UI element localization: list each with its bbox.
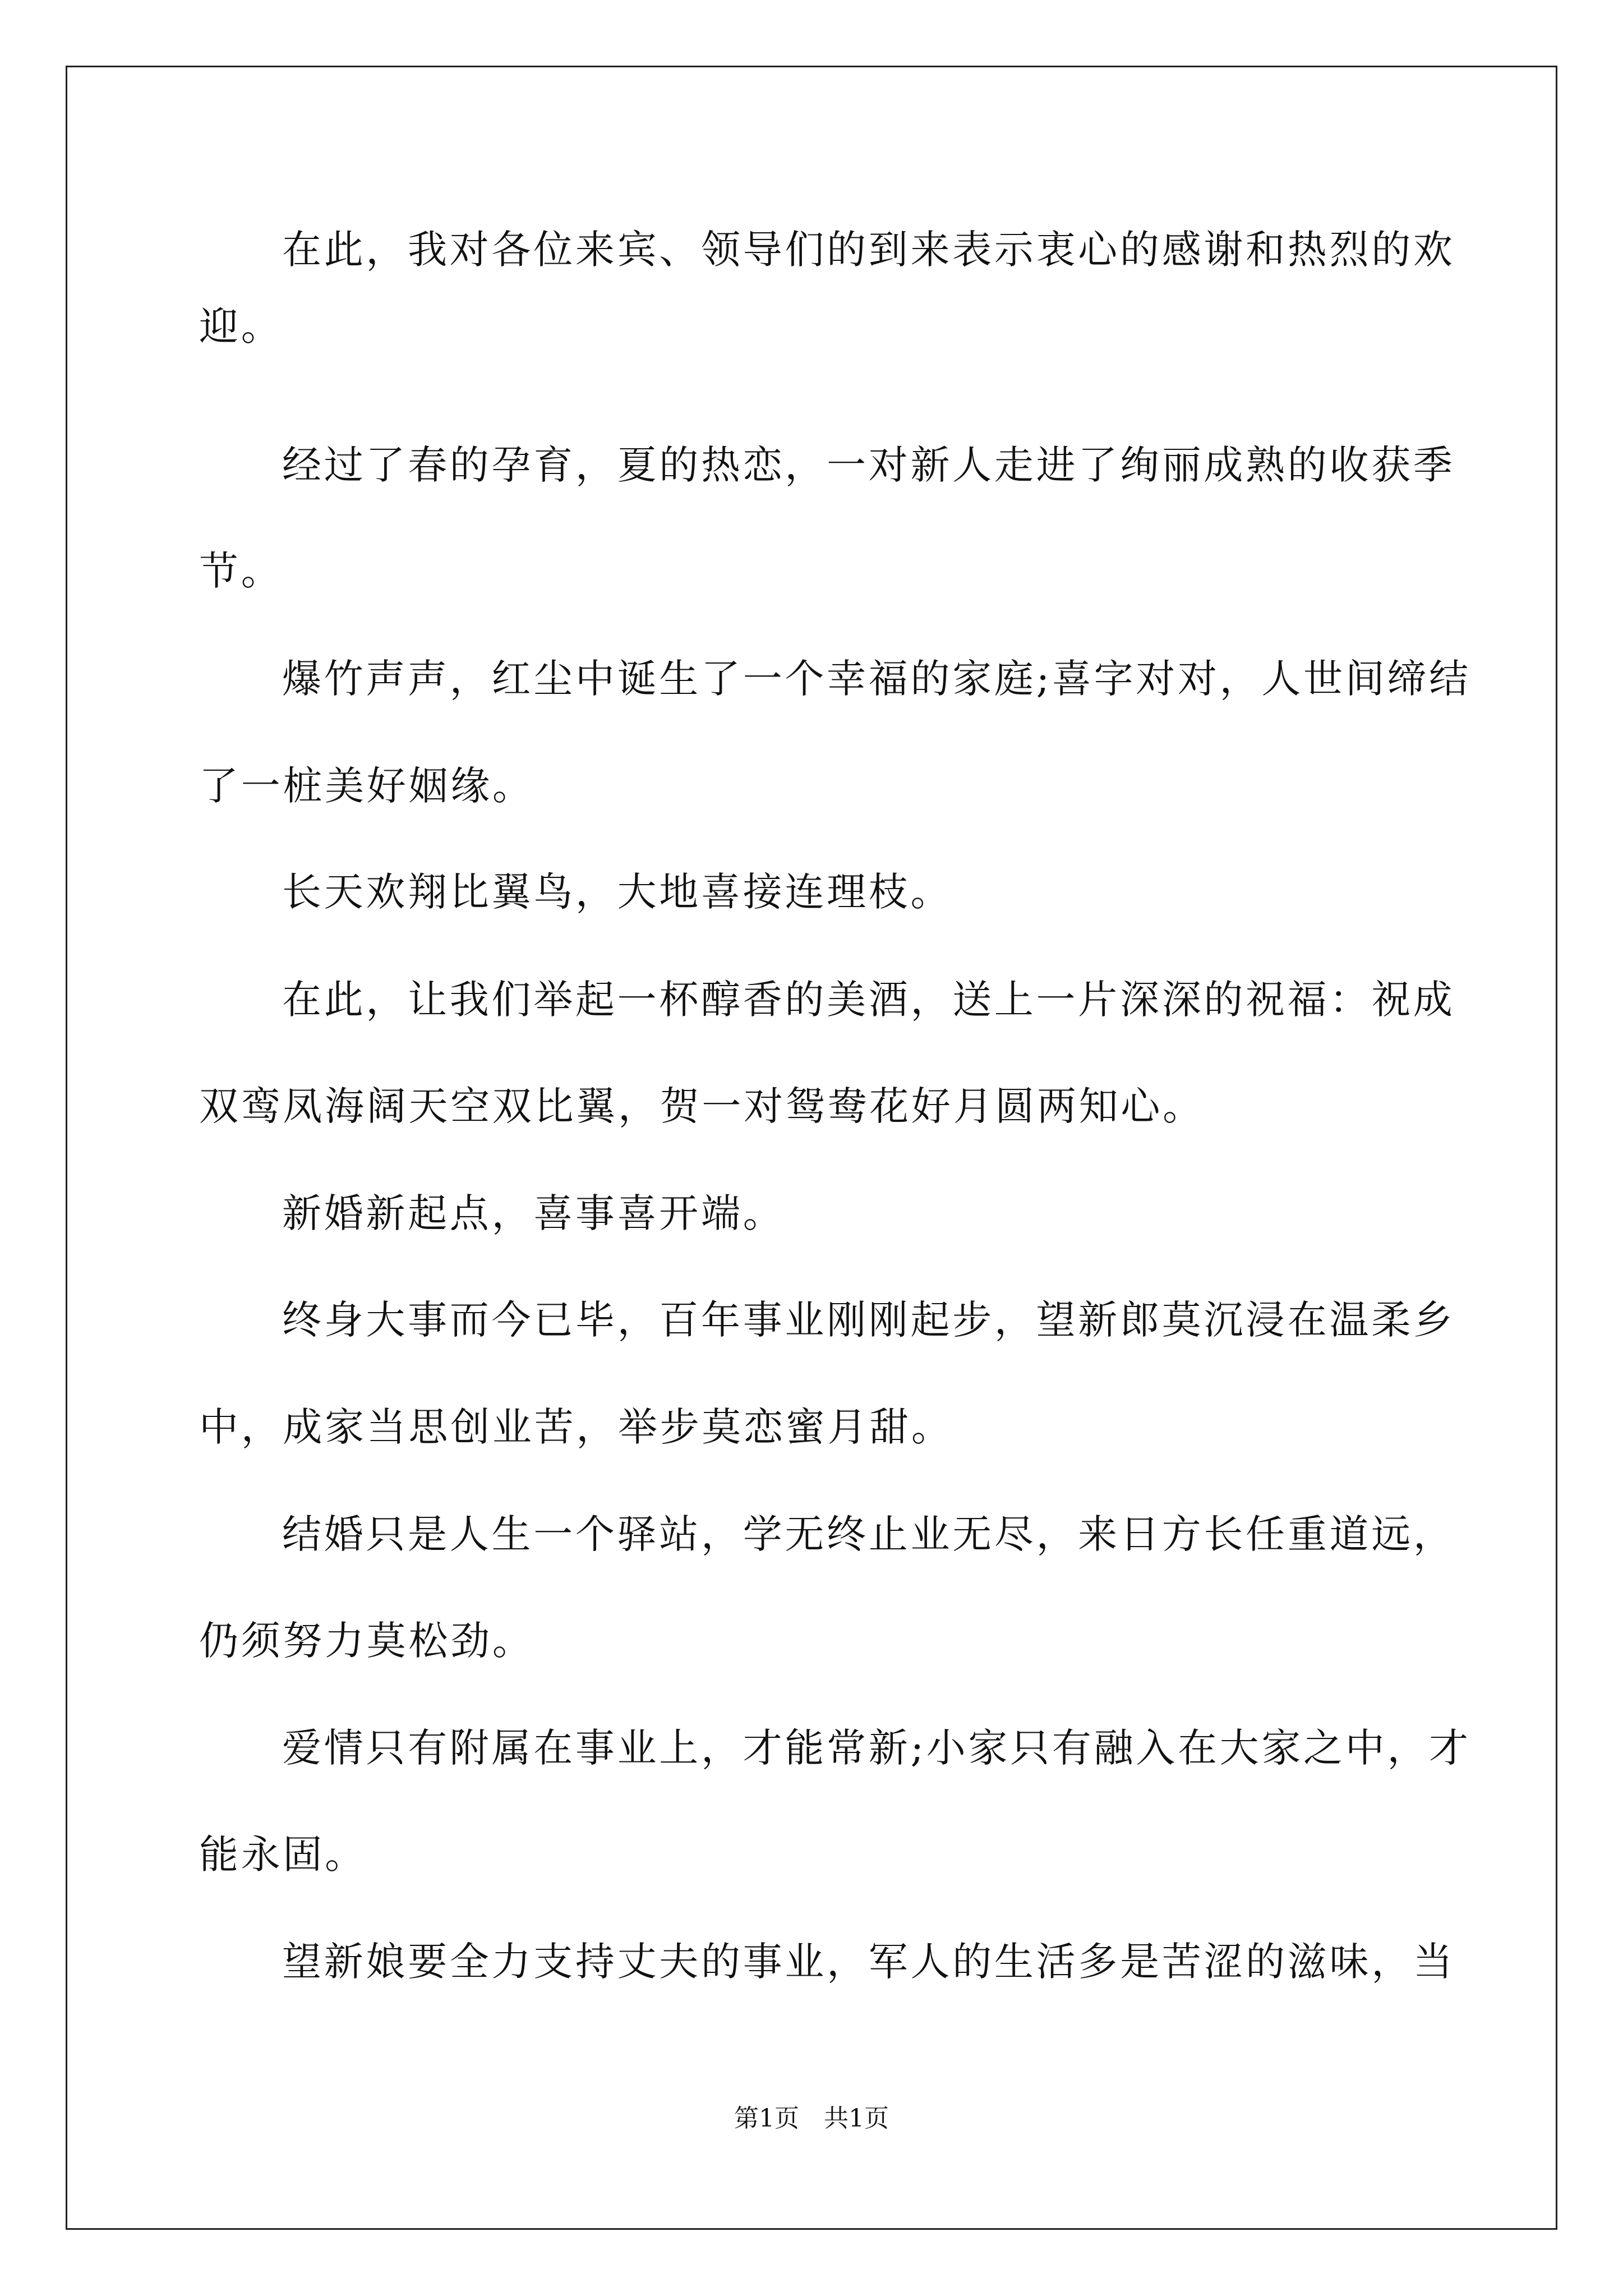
text-line: 中，成家当思创业苦，举步莫恋蜜月甜。 [199,1404,953,1450]
text-line: 终身大事而今已毕，百年事业刚刚起步，望新郎莫沉浸在温柔乡 [282,1297,1455,1343]
text-line: 结婚只是人生一个驿站，学无终止业无尽，来日方长任重道远， [282,1511,1455,1557]
text-line: 了一桩美好姻缘。 [199,763,534,809]
text-line: 望新娘要全力支持丈夫的事业，军人的生活多是苦涩的滋味，当 [282,1939,1455,1985]
text-line: 在此，我对各位来宾、领导们的到来表示衷心的感谢和热烈的欢 [282,227,1455,273]
text-line: 节。 [199,548,283,594]
text-line: 仍须努力莫松劲。 [199,1618,534,1664]
text-line: 经过了春的孕育，夏的热恋，一对新人走进了绚丽成熟的收获季 [282,442,1455,488]
text-line: 能永固。 [199,1832,367,1878]
page-border [66,66,1557,2230]
text-line: 长天欢翔比翼鸟，大地喜接连理枝。 [282,869,953,915]
text-line: 双鸾凤海阔天空双比翼，贺一对鸳鸯花好月圆两知心。 [199,1083,1205,1129]
text-line: 迎。 [199,303,283,349]
page-number-footer: 第1页 共1页 [734,2104,889,2133]
text-line: 爱情只有附属在事业上，才能常新;小家只有融入在大家之中，才 [282,1725,1471,1771]
text-line: 新婚新起点，喜事喜开端。 [282,1190,785,1236]
text-line: 爆竹声声，红尘中诞生了一个幸福的家庭;喜字对对，人世间缔结 [282,656,1471,702]
text-line: 在此，让我们举起一杯醇香的美酒，送上一片深深的祝福：祝成 [282,977,1455,1023]
